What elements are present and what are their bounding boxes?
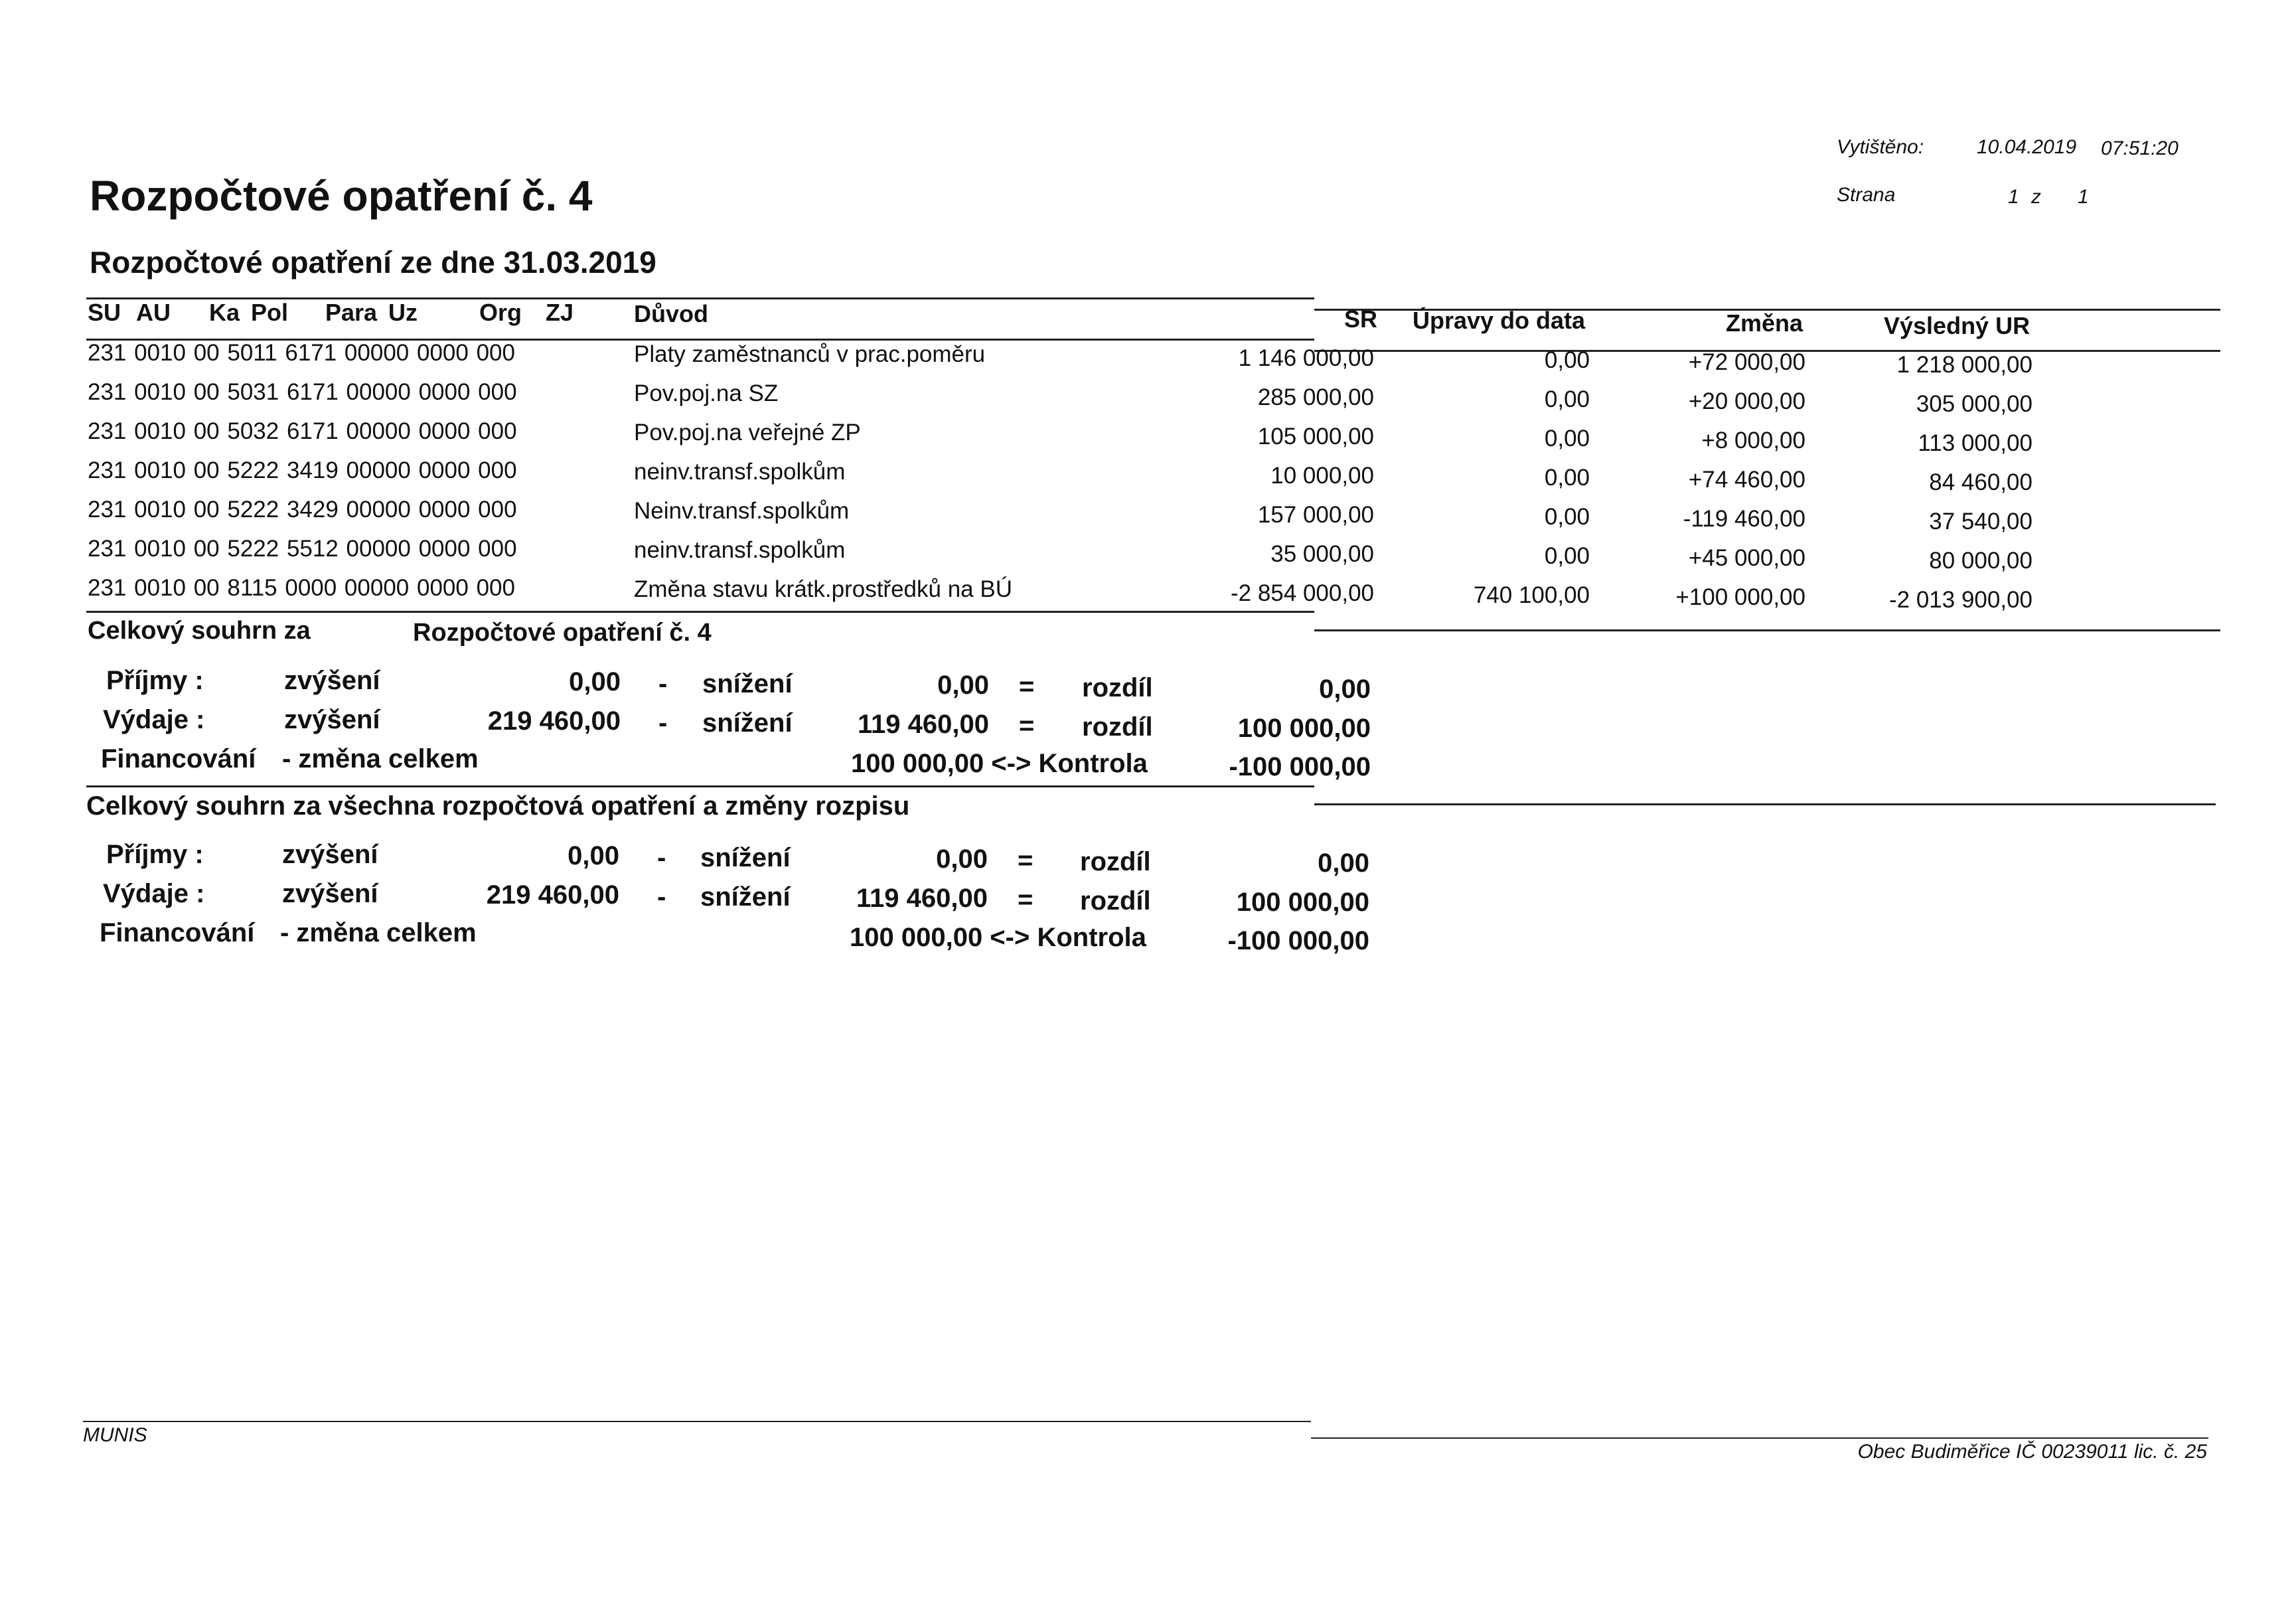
financovani-kontrola: -100 000,00 xyxy=(1229,752,1371,781)
col-zmena: Změna xyxy=(1726,309,1803,337)
vydaje-rozdil-value: 100 000,00 xyxy=(1236,888,1369,917)
row-zmena: -119 460,00 xyxy=(1683,506,1805,532)
vydaje-snizeni-label: snížení xyxy=(702,708,793,738)
row-vysledny: 80 000,00 xyxy=(1929,548,2032,574)
row-sr: 157 000,00 xyxy=(1257,502,1374,528)
row-code: 231 0010 00 5222 3419 00000 0000 000 xyxy=(88,457,517,483)
prijmy-snizeni-label: snížení xyxy=(702,669,793,698)
row-sr: -2 854 000,00 xyxy=(1230,580,1374,606)
vydaje-label: Výdaje : xyxy=(103,879,205,908)
vydaje-snizeni-label: snížení xyxy=(700,882,791,912)
row-code: 231 0010 00 5011 6171 00000 0000 000 xyxy=(88,340,515,366)
row-upravy: 0,00 xyxy=(1544,347,1590,373)
summary1-label: Celkový souhrn za xyxy=(88,617,311,645)
financovani-value: 100 000,00 <-> Kontrola xyxy=(851,749,1148,778)
financovani-label: Financování xyxy=(100,918,255,947)
col-pol: Pol xyxy=(251,299,289,326)
financovani-label: Financování xyxy=(101,744,256,773)
row-vysledny: 1 218 000,00 xyxy=(1896,352,2032,378)
col-su: SU xyxy=(88,299,121,326)
row-vysledny: 113 000,00 xyxy=(1918,430,2032,456)
vydaje-zvyseni-label: zvýšení xyxy=(282,879,378,908)
financovani-kontrola: -100 000,00 xyxy=(1227,926,1369,955)
prijmy-minus: - xyxy=(658,669,668,698)
vydaje-snizeni-value: 119 460,00 xyxy=(856,884,988,913)
vydaje-minus: - xyxy=(657,882,666,912)
col-duvod: Důvod xyxy=(634,300,708,327)
col-sr: SR xyxy=(1343,305,1377,333)
prijmy-label: Příjmy : xyxy=(106,840,204,869)
page-of: z xyxy=(2031,186,2041,208)
col-uz: Uz xyxy=(388,299,418,326)
prijmy-minus: - xyxy=(657,843,666,872)
row-duvod: Neinv.transf.spolkům xyxy=(634,498,850,524)
row-zmena: +45 000,00 xyxy=(1688,545,1805,571)
printed-time: 07:51:20 xyxy=(2101,137,2179,159)
footer-organization: Obec Budiměřice IČ 00239011 lic. č. 25 xyxy=(1857,1441,2207,1463)
row-vysledny: 37 540,00 xyxy=(1929,509,2032,534)
row-sr: 1 146 000,00 xyxy=(1238,345,1374,371)
row-upravy: 0,00 xyxy=(1544,543,1590,569)
row-code: 231 0010 00 5222 5512 00000 0000 000 xyxy=(88,536,517,562)
financovani-zmena-label: - změna celkem xyxy=(282,744,479,773)
row-sr: 35 000,00 xyxy=(1270,541,1374,567)
row-duvod: Platy zaměstnanců v prac.poměru xyxy=(634,341,986,367)
prijmy-zvyseni-label: zvýšení xyxy=(284,666,380,695)
col-upravy: Úpravy do data xyxy=(1413,307,1586,334)
prijmy-eq: = xyxy=(1018,846,1033,875)
prijmy-rozdil-value: 0,00 xyxy=(1318,848,1369,878)
vydaje-zvyseni-value: 219 460,00 xyxy=(486,880,619,910)
printed-date: 10.04.2019 xyxy=(1977,136,2077,158)
col-para: Para xyxy=(325,299,378,326)
financovani-value: 100 000,00 <-> Kontrola xyxy=(850,923,1146,952)
row-duvod: neinv.transf.spolkům xyxy=(634,459,846,485)
row-zmena: +20 000,00 xyxy=(1688,388,1805,414)
vydaje-minus: - xyxy=(658,708,668,738)
row-code: 231 0010 00 8115 0000 00000 0000 000 xyxy=(88,575,515,601)
row-duvod: Změna stavu krátk.prostředků na BÚ xyxy=(634,576,1012,602)
prijmy-snizeni-label: snížení xyxy=(700,843,791,872)
row-upravy: 740 100,00 xyxy=(1473,582,1590,608)
prijmy-snizeni-value: 0,00 xyxy=(936,845,988,874)
row-sr: 105 000,00 xyxy=(1257,424,1374,449)
vydaje-eq: = xyxy=(1019,711,1035,740)
row-upravy: 0,00 xyxy=(1544,386,1590,412)
col-org: Org xyxy=(479,299,522,326)
printed-label: Vytištěno: xyxy=(1837,136,1924,158)
row-duvod: Pov.poj.na SZ xyxy=(634,380,779,406)
row-upravy: 0,00 xyxy=(1544,504,1590,530)
prijmy-snizeni-value: 0,00 xyxy=(937,671,989,700)
prijmy-eq: = xyxy=(1019,672,1035,701)
prijmy-rozdil-label: rozdíl xyxy=(1080,847,1151,876)
page-label: Strana xyxy=(1837,184,1896,206)
vydaje-snizeni-value: 119 460,00 xyxy=(858,710,989,739)
vydaje-eq: = xyxy=(1018,885,1033,914)
row-zmena: +72 000,00 xyxy=(1688,349,1805,375)
summary2-label: Celkový souhrn za všechna rozpočtová opatření a změny rozpisu xyxy=(86,791,910,821)
row-vysledny: -2 013 900,00 xyxy=(1888,587,2032,613)
vydaje-zvyseni-label: zvýšení xyxy=(284,705,380,734)
prijmy-rozdil-value: 0,00 xyxy=(1319,675,1371,704)
prijmy-zvyseni-value: 0,00 xyxy=(568,841,619,870)
vydaje-rozdil-label: rozdíl xyxy=(1082,712,1153,742)
row-duvod: Pov.poj.na veřejné ZP xyxy=(634,420,861,445)
footer-software: MUNIS xyxy=(83,1424,147,1446)
row-vysledny: 84 460,00 xyxy=(1929,469,2032,495)
vydaje-rozdil-label: rozdíl xyxy=(1080,886,1151,916)
row-upravy: 0,00 xyxy=(1544,426,1590,451)
row-code: 231 0010 00 5032 6171 00000 0000 000 xyxy=(88,418,517,444)
page-current: 1 xyxy=(2008,186,2019,208)
financovani-zmena-label: - změna celkem xyxy=(280,918,477,947)
page-subtitle: Rozpočtové opatření ze dne 31.03.2019 xyxy=(90,245,656,280)
row-zmena: +8 000,00 xyxy=(1701,428,1805,453)
vydaje-zvyseni-value: 219 460,00 xyxy=(487,706,621,736)
page-title: Rozpočtové opatření č. 4 xyxy=(90,172,593,220)
vydaje-label: Výdaje : xyxy=(103,705,205,734)
row-sr: 10 000,00 xyxy=(1270,463,1374,489)
row-zmena: +74 460,00 xyxy=(1688,467,1805,493)
row-code: 231 0010 00 5222 3429 00000 0000 000 xyxy=(88,497,517,523)
row-sr: 285 000,00 xyxy=(1257,384,1374,410)
row-duvod: neinv.transf.spolkům xyxy=(634,537,846,563)
prijmy-rozdil-label: rozdíl xyxy=(1082,673,1153,702)
row-upravy: 0,00 xyxy=(1544,465,1590,491)
vydaje-rozdil-value: 100 000,00 xyxy=(1237,714,1371,743)
col-ka: Ka xyxy=(209,299,240,326)
prijmy-label: Příjmy : xyxy=(106,666,204,695)
col-zj: ZJ xyxy=(546,299,574,326)
page-total: 1 xyxy=(2078,186,2089,208)
col-vysledny: Výsledný UR xyxy=(1884,312,2030,339)
summary1-title: Rozpočtové opatření č. 4 xyxy=(413,619,712,647)
row-code: 231 0010 00 5031 6171 00000 0000 000 xyxy=(88,379,517,405)
prijmy-zvyseni-label: zvýšení xyxy=(282,840,378,869)
row-vysledny: 305 000,00 xyxy=(1916,391,2032,417)
col-au: AU xyxy=(136,299,171,326)
prijmy-zvyseni-value: 0,00 xyxy=(569,667,621,696)
row-zmena: +100 000,00 xyxy=(1675,584,1805,610)
